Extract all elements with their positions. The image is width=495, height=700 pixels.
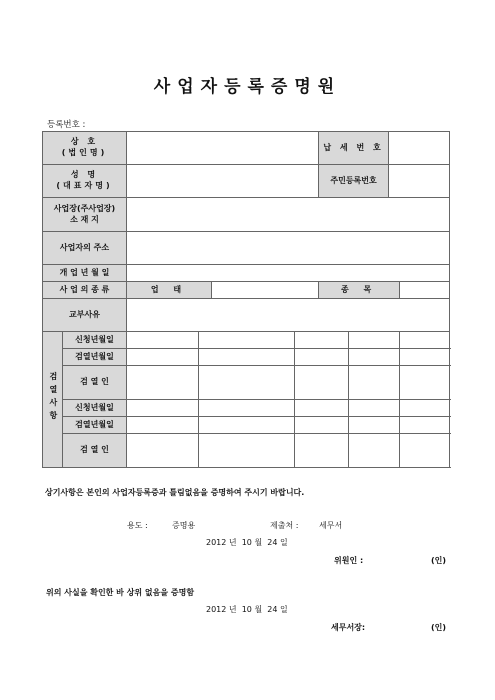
inspection-date-label-1: 검열년월일	[63, 349, 127, 366]
inspection-cell[interactable]	[349, 434, 400, 468]
inspection-cell[interactable]	[199, 417, 295, 434]
inspection-cell[interactable]	[199, 332, 295, 349]
issue-reason-value[interactable]	[127, 299, 450, 332]
inspection-cell[interactable]	[199, 349, 295, 366]
tax-number-label: 납 세 번 호	[319, 132, 389, 165]
owner-address-label: 사업자의 주소	[43, 232, 127, 265]
registration-form-table	[42, 131, 450, 468]
inspection-cell[interactable]	[199, 434, 295, 468]
application-date: 2012 년 10 월 24 일	[206, 538, 288, 547]
business-item-label: 종 목	[319, 282, 400, 299]
company-name-value[interactable]	[127, 132, 319, 165]
inspection-cell[interactable]	[400, 349, 450, 366]
inspection-cell[interactable]	[349, 417, 400, 434]
inspection-date-label-2: 검열년월일	[63, 417, 127, 434]
inspection-cell[interactable]	[400, 400, 450, 417]
inspection-cell[interactable]	[349, 400, 400, 417]
representative-name-value[interactable]	[127, 165, 319, 198]
inspection-cell[interactable]	[295, 332, 349, 349]
business-category-value[interactable]	[212, 282, 319, 299]
inspection-cell[interactable]	[349, 366, 400, 400]
request-date-label-2: 신청년월일	[63, 400, 127, 417]
inspection-cell[interactable]	[349, 349, 400, 366]
inspection-cell[interactable]	[400, 332, 450, 349]
inspection-cell[interactable]	[295, 434, 349, 468]
certify-statement: 상기사항은 본인의 사업자등록증과 틀림없음을 증명하여 주시기 바랍니다.	[45, 488, 305, 497]
representative-name-label: 성 명 (대표자명)	[43, 165, 127, 198]
purpose-label: 용도 :	[127, 521, 148, 530]
inspection-section-text: 검열사항	[48, 371, 58, 424]
inspection-cell[interactable]	[400, 417, 450, 434]
business-address-value[interactable]	[127, 198, 450, 232]
inspection-cell[interactable]	[295, 349, 349, 366]
owner-address-value[interactable]	[127, 232, 450, 265]
inspector-label-2: 검 열 인	[63, 434, 127, 468]
inspection-cell[interactable]	[127, 366, 199, 400]
inspection-cell[interactable]	[127, 332, 199, 349]
inspection-cell[interactable]	[400, 366, 450, 400]
request-date-label-1: 신청년월일	[63, 332, 127, 349]
submit-to-value: 세무서	[319, 521, 343, 530]
applicant-seal: (인)	[431, 556, 447, 565]
submit-to-label: 제출처 :	[270, 521, 299, 530]
inspection-cell[interactable]	[295, 400, 349, 417]
confirmation-statement: 위의 사실을 확인한 바 상위 없음을 증명함	[46, 588, 195, 597]
inspector-label-1: 검 열 인	[63, 366, 127, 400]
confirmation-date: 2012 년 10 월 24 일	[206, 605, 288, 614]
inspection-section-label	[43, 332, 63, 468]
purpose-value: 증명용	[172, 521, 196, 530]
business-item-value[interactable]	[400, 282, 450, 299]
inspection-cell[interactable]	[349, 332, 400, 349]
inspection-cell[interactable]	[127, 417, 199, 434]
inspection-cell[interactable]	[199, 366, 295, 400]
tax-officer-label: 세무서장:	[331, 623, 366, 632]
inspection-cell[interactable]	[127, 349, 199, 366]
company-name-label: 상 호 (법인명)	[43, 132, 127, 165]
tax-officer-seal: (인)	[431, 623, 447, 632]
business-category-label: 업 태	[127, 282, 212, 299]
tax-number-value[interactable]	[389, 132, 450, 165]
resident-id-value[interactable]	[389, 165, 450, 198]
business-type-label: 사 업 의 종 류	[43, 282, 127, 299]
registration-number-label: 등록번호 :	[47, 120, 86, 130]
opening-date-label: 개 업 년 월 일	[43, 265, 127, 282]
business-address-label: 사업장(주사업장) 소 재 지	[43, 198, 127, 232]
inspection-cell[interactable]	[400, 434, 450, 468]
applicant-label: 위원인 :	[334, 556, 364, 565]
issue-reason-label: 교부사유	[43, 299, 127, 332]
inspection-cell[interactable]	[127, 434, 199, 468]
inspection-cell[interactable]	[295, 417, 349, 434]
inspection-cell[interactable]	[199, 400, 295, 417]
inspection-cell[interactable]	[127, 400, 199, 417]
document-title: 사업자등록증명원	[153, 77, 342, 97]
resident-id-label: 주민등록번호	[319, 165, 389, 198]
opening-date-value[interactable]	[127, 265, 450, 282]
inspection-cell[interactable]	[295, 366, 349, 400]
